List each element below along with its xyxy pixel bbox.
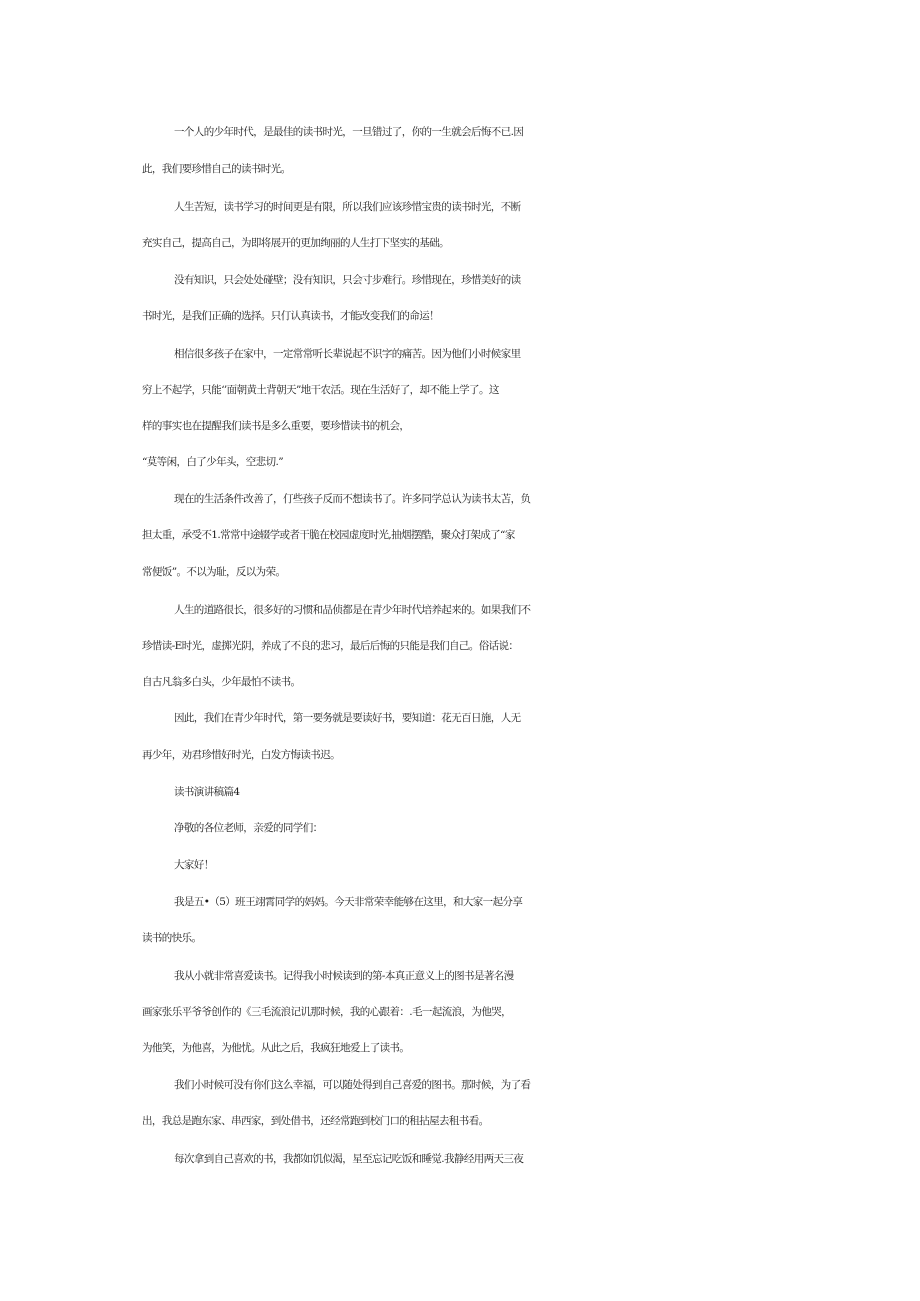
text-line: 我从小就非常喜爱读书。记得我小时候读到的第-本真正意义上的图书是著名漫 xyxy=(174,970,514,982)
text-line: 现在的生活条件改善了，仃些孩子反而不想读书了。许多同学总认为读书太苫，负 xyxy=(174,493,531,505)
text-line: 人生的道路很长，很多好的习惯和品侦都是在青少年时代培养起来的。如果我们不 xyxy=(174,604,531,616)
text-line: 我是五•（5）班王翊霄同学的妈妈。今天非常荣幸能够在这里，和大家一起分享 xyxy=(174,896,523,908)
salutation: 净敬的各位老师，亲爱的同学们： xyxy=(174,822,323,834)
text-line: 人生苦短，读书学习的时间更是有限，所以我们应该珍惜宝贵的读书时光，不断 xyxy=(174,201,521,213)
text-line: 画家张乐平爷爷创作的《三毛流浪记讥那时候，我的心跟着：.毛一起流浪，为他哭， xyxy=(142,1006,512,1018)
text-line: 因此，我们在青少年时代，第一要务就是要读好书，要知道：花无百日施，人无 xyxy=(174,712,521,724)
text-line: 样的事实也在提醒我们读书是多么重要，要珍惜读书的机会， xyxy=(142,420,410,432)
text-line: 我们小时候可没有你们这么幸福，可以随处得到自己喜爱的图书。那时候，为了看 xyxy=(174,1079,531,1091)
text-line: 书时光，是我们正确的选择。只仃认真读书，才能改变我们的命运！ xyxy=(142,310,439,322)
text-line: 充实自己，提高自己，为即将展开的更加绚丽的人生打下坚实的基础。 xyxy=(142,237,449,249)
section-heading: 读书演讲稿篇4 xyxy=(174,786,240,798)
text-line: 穷上不起学，只能‘’面朝黄土背朝天”地干农活。现在生活好了，却不能上学了。这 xyxy=(142,384,499,396)
text-line: 没有知识，只会处处碰壁；没有知识，只会寸步难行。珍惜现在，珍惜美好的读 xyxy=(174,274,521,286)
text-line: 珍惜读-E时光，虚掷光阴，养成了不良的悲习，最后后悔的只能是我们自己。俗话说： xyxy=(142,640,519,652)
text-line: 相信很多孩子在家中，一定常常听长辈说起不识字的痛苦。因为他们小时候家里 xyxy=(174,348,521,360)
text-line: 担太重，承受不1.常常中途辍学或者干脆在校园虚度时光,抽烟摆酷，聚众打架成了“家 xyxy=(142,529,515,541)
text-line: 读书的快乐。 xyxy=(142,932,202,944)
text-line: 此，我们要珍惜自己的读书时光。 xyxy=(142,163,291,175)
text-line: 一个人的少年时代，是最佳的读书时光，一旦错过了，你的一生就会后悔不已.因 xyxy=(174,126,524,138)
text-line: “莫等闲，白了少年头，空悲切.” xyxy=(142,456,283,468)
text-line: 为他笑，为他喜，为他忧。从此之后，我疯狂地爱上了读书。 xyxy=(142,1042,410,1054)
text-line: 自古凡翁多白头，少年最怕不读书。 xyxy=(142,676,301,688)
text-line: 每次拿到自己喜欢的书，我都如饥似渴，星至忘记吃饭和睡觉.我静经用两天三夜 xyxy=(174,1153,524,1165)
text-line: 常便饭”。不以为耻，反以为荣。 xyxy=(142,566,286,578)
text-line: 出，我总是跑东家、串西家，到处借书，还经常跑到校门口的租拈屋去租书看。 xyxy=(142,1115,489,1127)
text-line: 再少年，劝君珍惜好时光，白发方悔读书迟。 xyxy=(142,749,340,761)
greeting: 大家好！ xyxy=(174,859,214,871)
